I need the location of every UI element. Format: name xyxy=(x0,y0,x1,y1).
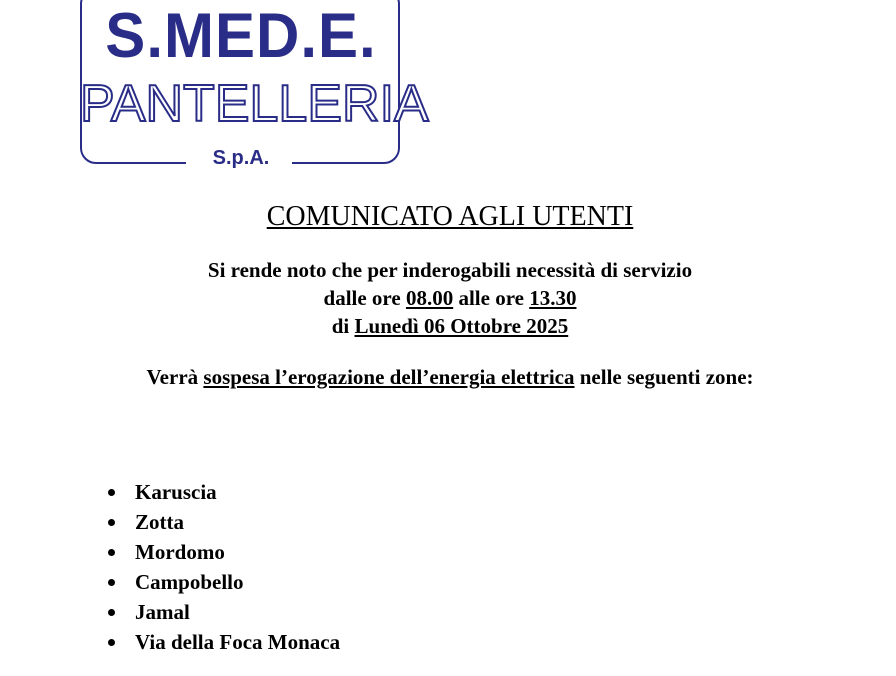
list-item: Zotta xyxy=(108,507,340,537)
list-item: Via della Foca Monaca xyxy=(108,627,340,657)
page-title: COMUNICATO AGLI UTENTI xyxy=(266,201,634,232)
bullet-icon xyxy=(108,639,115,646)
outage-emphasis: sospesa l’erogazione dell’energia elettrica xyxy=(203,365,575,389)
end-time: 13.30 xyxy=(529,286,577,310)
start-time: 08.00 xyxy=(405,286,454,310)
list-item: Campobello xyxy=(108,567,340,597)
bullet-icon xyxy=(108,519,115,526)
bullet-icon xyxy=(108,579,115,586)
outage-date: Lunedì 06 Ottobre 2025 xyxy=(354,314,569,338)
zones-intro: Verrà sospesa l’erogazione dell’energia elettrica nelle seguenti zone: xyxy=(146,365,754,389)
list-item: Karuscia xyxy=(108,477,340,507)
list-item: Mordomo xyxy=(108,537,340,567)
logo-suffix: S.p.A. xyxy=(212,147,270,169)
zones-list xyxy=(108,477,340,657)
notice-line-1: Si rende noto che per inderogabili necessità di servizio xyxy=(207,258,693,282)
notice-line-3: di Lunedì 06 Ottobre 2025 xyxy=(331,314,569,338)
bullet-icon xyxy=(108,549,115,556)
logo-subtitle: PANTELLERIA xyxy=(80,75,429,133)
notice-line-2: dalle ore 08.00 alle ore 13.30 xyxy=(323,286,577,310)
logo-title: S.MED.E. xyxy=(105,0,377,71)
bullet-icon xyxy=(108,489,115,496)
bullet-icon xyxy=(108,609,115,616)
notice-text xyxy=(0,256,896,340)
company-logo xyxy=(80,0,429,169)
list-item: Jamal xyxy=(108,597,340,627)
